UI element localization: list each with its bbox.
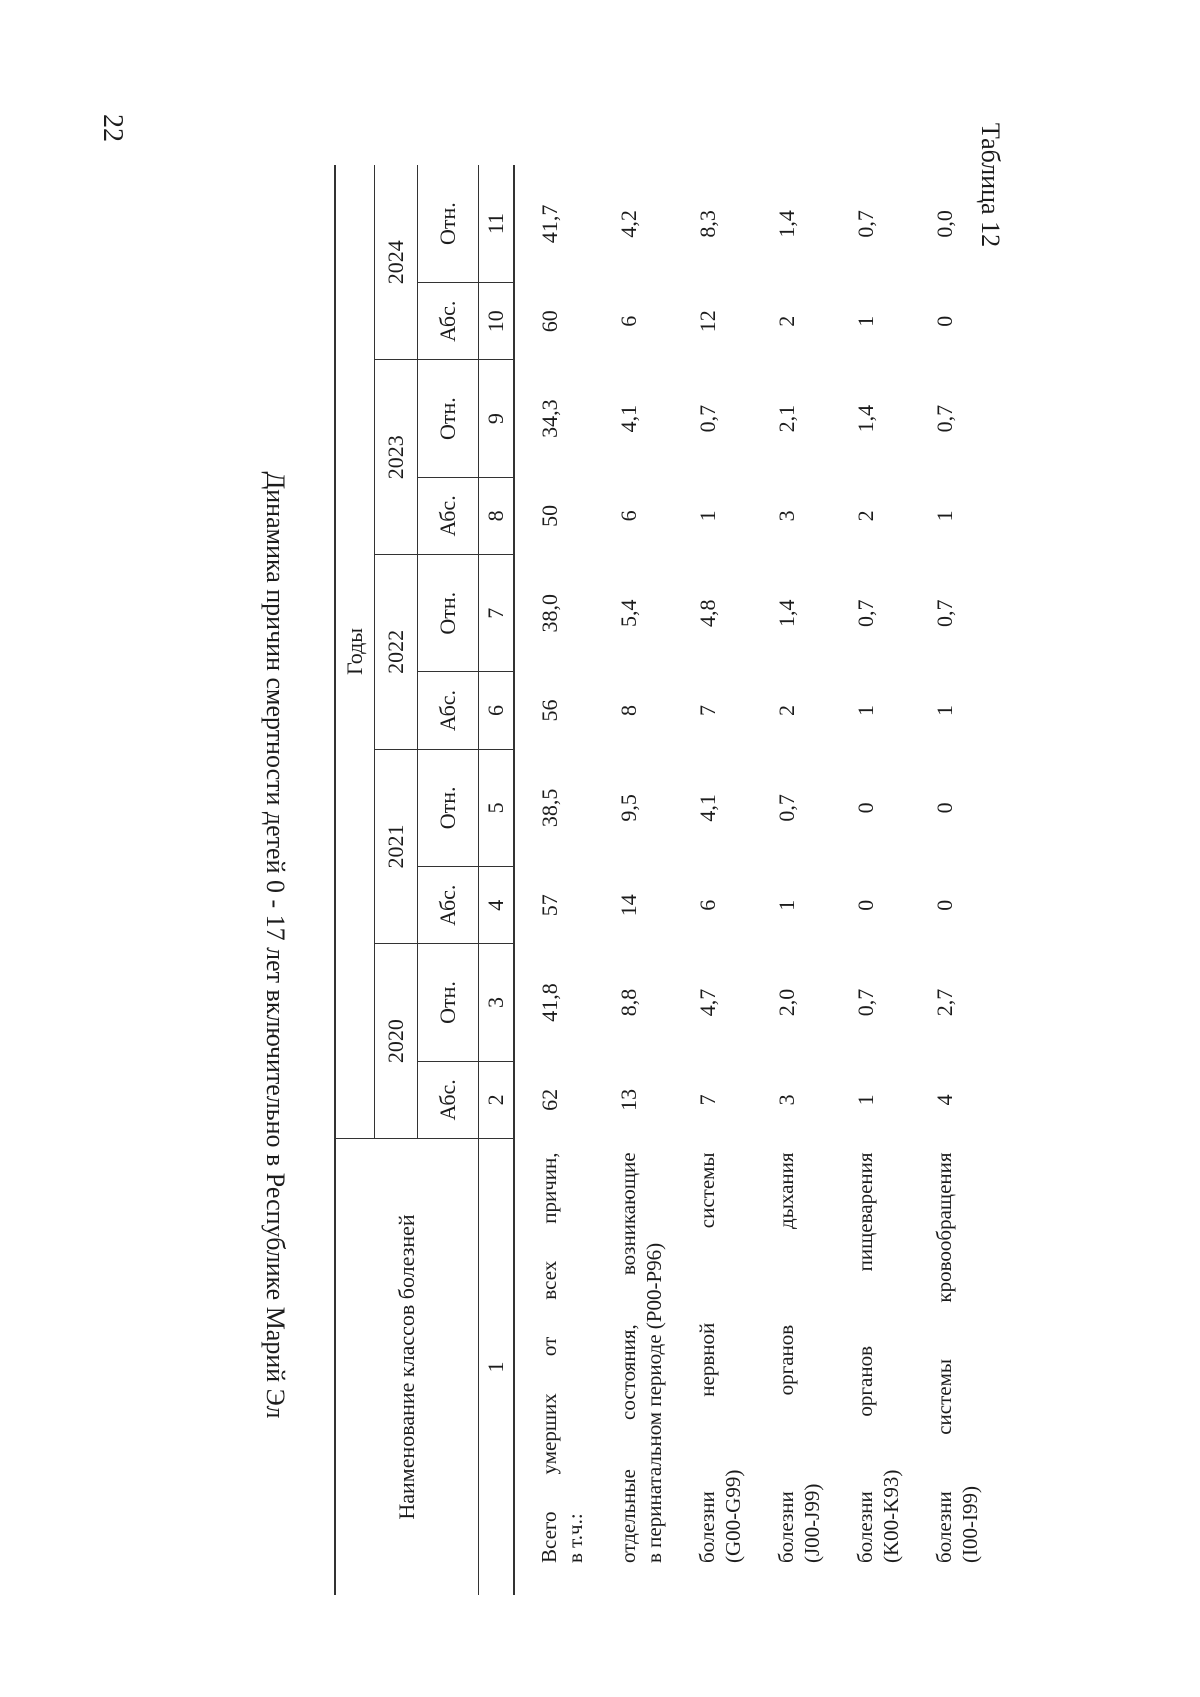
rel-value: 0,7 [695, 404, 720, 433]
abs-value: 14 [616, 894, 641, 917]
abs-value: 6 [616, 510, 641, 522]
abs-value: 1 [932, 705, 957, 717]
rel-header-2023: Отн. [418, 360, 479, 477]
abs-value: 1 [932, 510, 957, 522]
abs-value: 12 [695, 310, 720, 333]
rel-value: 4,2 [616, 210, 641, 238]
abs-value: 3 [774, 510, 799, 522]
disease-class-line: (I00-I99) [957, 1486, 982, 1563]
disease-class-name [750, 1138, 829, 1595]
abs-value: 0 [932, 899, 957, 911]
rel-value: 5,4 [616, 599, 641, 627]
abs-value: 57 [537, 894, 562, 917]
rel-value: 8,8 [616, 988, 641, 1017]
column-number-10: 10 [479, 283, 515, 360]
rel-value: 0,7 [853, 210, 878, 238]
disease-class-name [829, 1138, 908, 1595]
document-title: Динамика причин смертности детей 0 - 17 лет включительно в Республике Марий Эл [261, 471, 290, 1419]
disease-class-line: отдельные состояния, возникающие [616, 1152, 640, 1563]
abs-value: 0 [932, 315, 957, 327]
column-number-4: 4 [479, 867, 515, 944]
disease-class-line: (J00-J99) [799, 1483, 824, 1563]
disease-class-line: болезни органов дыхания [774, 1152, 798, 1563]
column-number-11: 11 [479, 165, 515, 283]
disease-class-name [514, 1138, 592, 1595]
abs-header-2024: Абс. [418, 283, 479, 360]
abs-value: 13 [616, 1088, 641, 1111]
abs-value: 7 [695, 705, 720, 717]
abs-value: 62 [537, 1088, 562, 1111]
abs-value: 2 [774, 315, 799, 327]
rel-value: 2,0 [774, 988, 799, 1017]
table-row [592, 165, 671, 1595]
column-number-9: 9 [479, 360, 515, 477]
rel-value: 4,7 [695, 988, 720, 1017]
rel-value: 41,7 [537, 204, 562, 244]
name-column-header: Наименование классов болезней [335, 1138, 479, 1595]
column-number-7: 7 [479, 555, 515, 672]
rel-value: 34,3 [537, 399, 562, 438]
rel-value: 2,7 [932, 988, 957, 1017]
rotated-table-area [334, 165, 1200, 1595]
abs-header-2022: Абс. [418, 672, 479, 749]
column-number-8: 8 [479, 477, 515, 554]
abs-value: 4 [932, 1094, 957, 1106]
abs-value: 6 [616, 315, 641, 327]
abs-value: 50 [537, 504, 562, 527]
table-row [514, 165, 592, 1595]
abs-value: 56 [537, 699, 562, 722]
abs-value: 6 [695, 899, 720, 911]
column-number-3: 3 [479, 944, 515, 1061]
rel-value: 38,5 [537, 788, 562, 828]
rel-value: 0,7 [853, 599, 878, 627]
abs-value: 1 [774, 899, 799, 911]
disease-class-line: болезни нервной системы [695, 1152, 719, 1563]
rel-value: 1,4 [853, 404, 878, 433]
abs-value: 3 [774, 1094, 799, 1106]
rel-value: 0,7 [774, 794, 799, 822]
abs-header-2020: Абс. [418, 1061, 479, 1138]
abs-value: 8 [616, 705, 641, 717]
year-header-2024: 2024 [375, 165, 418, 360]
rel-header-2022: Отн. [418, 555, 479, 672]
rel-value: 0 [853, 802, 878, 814]
table-row [908, 165, 987, 1595]
mortality-table [334, 165, 987, 1595]
years-group-header: Годы [335, 165, 375, 1138]
abs-value: 1 [853, 705, 878, 717]
column-number-row [479, 165, 515, 1595]
rel-value: 0,7 [932, 599, 957, 627]
page-number: 22 [97, 114, 128, 142]
rel-value: 8,3 [695, 210, 720, 238]
abs-header-2023: Абс. [418, 477, 479, 554]
disease-class-line: в т.ч.: [562, 1513, 587, 1563]
year-header-2021: 2021 [375, 749, 418, 944]
rel-value: 0,0 [932, 210, 957, 238]
table-label: Таблица 12 [976, 122, 1005, 248]
abs-value: 60 [537, 310, 562, 333]
rel-header-2021: Отн. [418, 749, 479, 866]
column-number-2: 2 [479, 1061, 515, 1138]
rel-value: 1,4 [774, 599, 799, 627]
rel-value: 38,0 [537, 593, 562, 633]
column-number-1: 1 [479, 1138, 515, 1595]
rel-header-2020: Отн. [418, 944, 479, 1061]
abs-value: 1 [853, 1094, 878, 1106]
rel-value: 4,1 [616, 404, 641, 433]
disease-class-line: в перинатальном периоде (Р00-Р96) [641, 1242, 666, 1563]
abs-value: 1 [853, 315, 878, 327]
table-row [829, 165, 908, 1595]
column-number-5: 5 [479, 749, 515, 866]
year-header-2022: 2022 [375, 555, 418, 750]
column-number-6: 6 [479, 672, 515, 749]
disease-class-line: (G00-G99) [720, 1469, 745, 1563]
rel-value: 0 [932, 802, 957, 814]
disease-class-line: болезни органов пищеварения [853, 1152, 877, 1563]
table-body [514, 165, 987, 1595]
abs-value: 2 [774, 705, 799, 717]
rel-header-2024: Отн. [418, 165, 479, 283]
disease-class-line: Всего умерших от всех причин, [537, 1152, 561, 1563]
disease-class-name [671, 1138, 750, 1595]
year-header-2023: 2023 [375, 360, 418, 555]
abs-value: 1 [695, 510, 720, 522]
disease-class-line: болезни системы кровообращения [932, 1152, 956, 1563]
abs-value: 7 [695, 1094, 720, 1106]
disease-class-name [592, 1138, 671, 1595]
rel-value: 9,5 [616, 794, 641, 822]
abs-value: 0 [853, 899, 878, 911]
rel-value: 0,7 [932, 404, 957, 433]
table-row [750, 165, 829, 1595]
rel-value: 1,4 [774, 210, 799, 238]
table-row [671, 165, 750, 1595]
abs-header-2021: Абс. [418, 867, 479, 944]
abs-value: 2 [853, 510, 878, 522]
rel-value: 4,1 [695, 794, 720, 822]
disease-class-name [908, 1138, 987, 1595]
rel-value: 0,7 [853, 988, 878, 1017]
rel-value: 2,1 [774, 404, 799, 433]
year-header-2020: 2020 [375, 944, 418, 1139]
rel-value: 41,8 [537, 983, 562, 1022]
disease-class-line: (K00-K93) [878, 1469, 903, 1563]
rel-value: 4,8 [695, 599, 720, 627]
